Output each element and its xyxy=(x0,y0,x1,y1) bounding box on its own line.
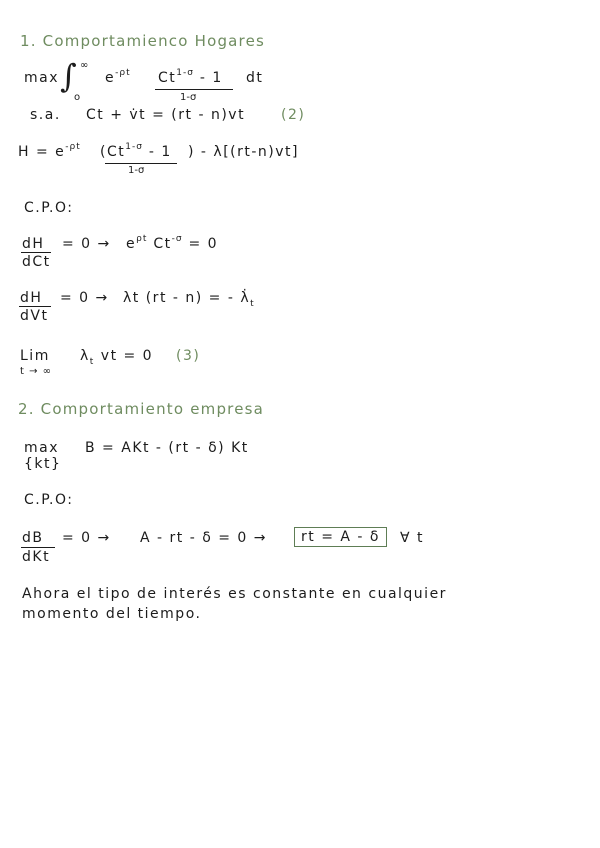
hamiltonian-fraction-bar xyxy=(105,163,177,164)
foc2-fraction-bar xyxy=(19,306,51,307)
integral-lower-limit: o xyxy=(74,92,81,103)
lim-label: Lim xyxy=(20,348,50,364)
conclusion-line-2: momento del tiempo. xyxy=(22,606,202,622)
integral-sign: ∫ xyxy=(60,57,77,95)
firm-foc-fraction-bar xyxy=(21,547,55,548)
foc1-equals: = 0 → xyxy=(62,236,111,252)
st-label: s.a. xyxy=(30,107,61,123)
max-label: max xyxy=(24,70,60,86)
dt-label: dt xyxy=(246,70,264,86)
foc2-equals: = 0 → xyxy=(60,290,109,306)
hamiltonian-right: ) - λ[(rt-n)vt] xyxy=(188,144,299,160)
hamiltonian-numerator: ($Ct^{1-\sigma} - 1$ xyxy=(100,142,172,160)
firm-foc-numerator: dB xyxy=(22,530,44,546)
conclusion-line-1: Ahora el tipo de interés es constante en cualquier xyxy=(22,586,447,602)
foc1-fraction-bar xyxy=(21,252,51,253)
foc2-expression: λt (rt - n) = - $\lambdȧ_t$ xyxy=(123,290,256,309)
exp-term: $e^{-\rho t}$ xyxy=(105,68,131,86)
firm-max-subscript: {kt} xyxy=(24,456,62,472)
foc2-numerator: dH xyxy=(20,290,43,306)
firm-max-label: max xyxy=(24,440,60,456)
foc2-denominator: dVt xyxy=(20,308,49,324)
foc1-expression: $e^{\rho t}$ $Ct^{-\sigma} = 0$ xyxy=(126,234,219,252)
firm-foc-denominator: dKt xyxy=(22,549,51,565)
transversality-condition: $\lambda_t$ vt = 0 xyxy=(80,348,154,367)
utility-fraction-bar xyxy=(155,89,233,90)
interest-rate-result-box: rt = A - δ xyxy=(294,527,387,547)
hamiltonian-denominator: 1-σ xyxy=(128,165,145,176)
lim-subscript: t → ∞ xyxy=(20,366,52,377)
firm-foc-body: A - rt - δ = 0 → xyxy=(140,530,268,546)
firm-objective: B = AKt - (rt - δ) Kt xyxy=(85,440,249,456)
cpo-label-2: C.P.O: xyxy=(24,492,74,508)
utility-numerator: $Ct^{1-\sigma} - 1$ xyxy=(158,68,223,86)
firm-foc-equals: = 0 → xyxy=(62,530,111,546)
utility-denominator: 1-σ xyxy=(180,92,197,103)
hamiltonian-left: $H = e^{-\rho t}$ xyxy=(18,142,81,160)
section-1-title: 1. Comportamienco Hogares xyxy=(20,32,266,50)
cpo-label-1: C.P.O: xyxy=(24,200,74,216)
foc1-numerator: dH xyxy=(22,236,45,252)
transversality-ref: (3) xyxy=(176,348,201,364)
integral-upper-limit: ∞ xyxy=(80,60,89,71)
section-2-title: 2. Comportamiento empresa xyxy=(18,400,265,418)
budget-constraint: Ct + v̇t = (rt - n)vt xyxy=(86,107,246,123)
constraint-ref: (2) xyxy=(281,107,306,123)
foc1-denominator: dCt xyxy=(22,254,51,270)
forall-label: ∀ t xyxy=(400,530,425,546)
